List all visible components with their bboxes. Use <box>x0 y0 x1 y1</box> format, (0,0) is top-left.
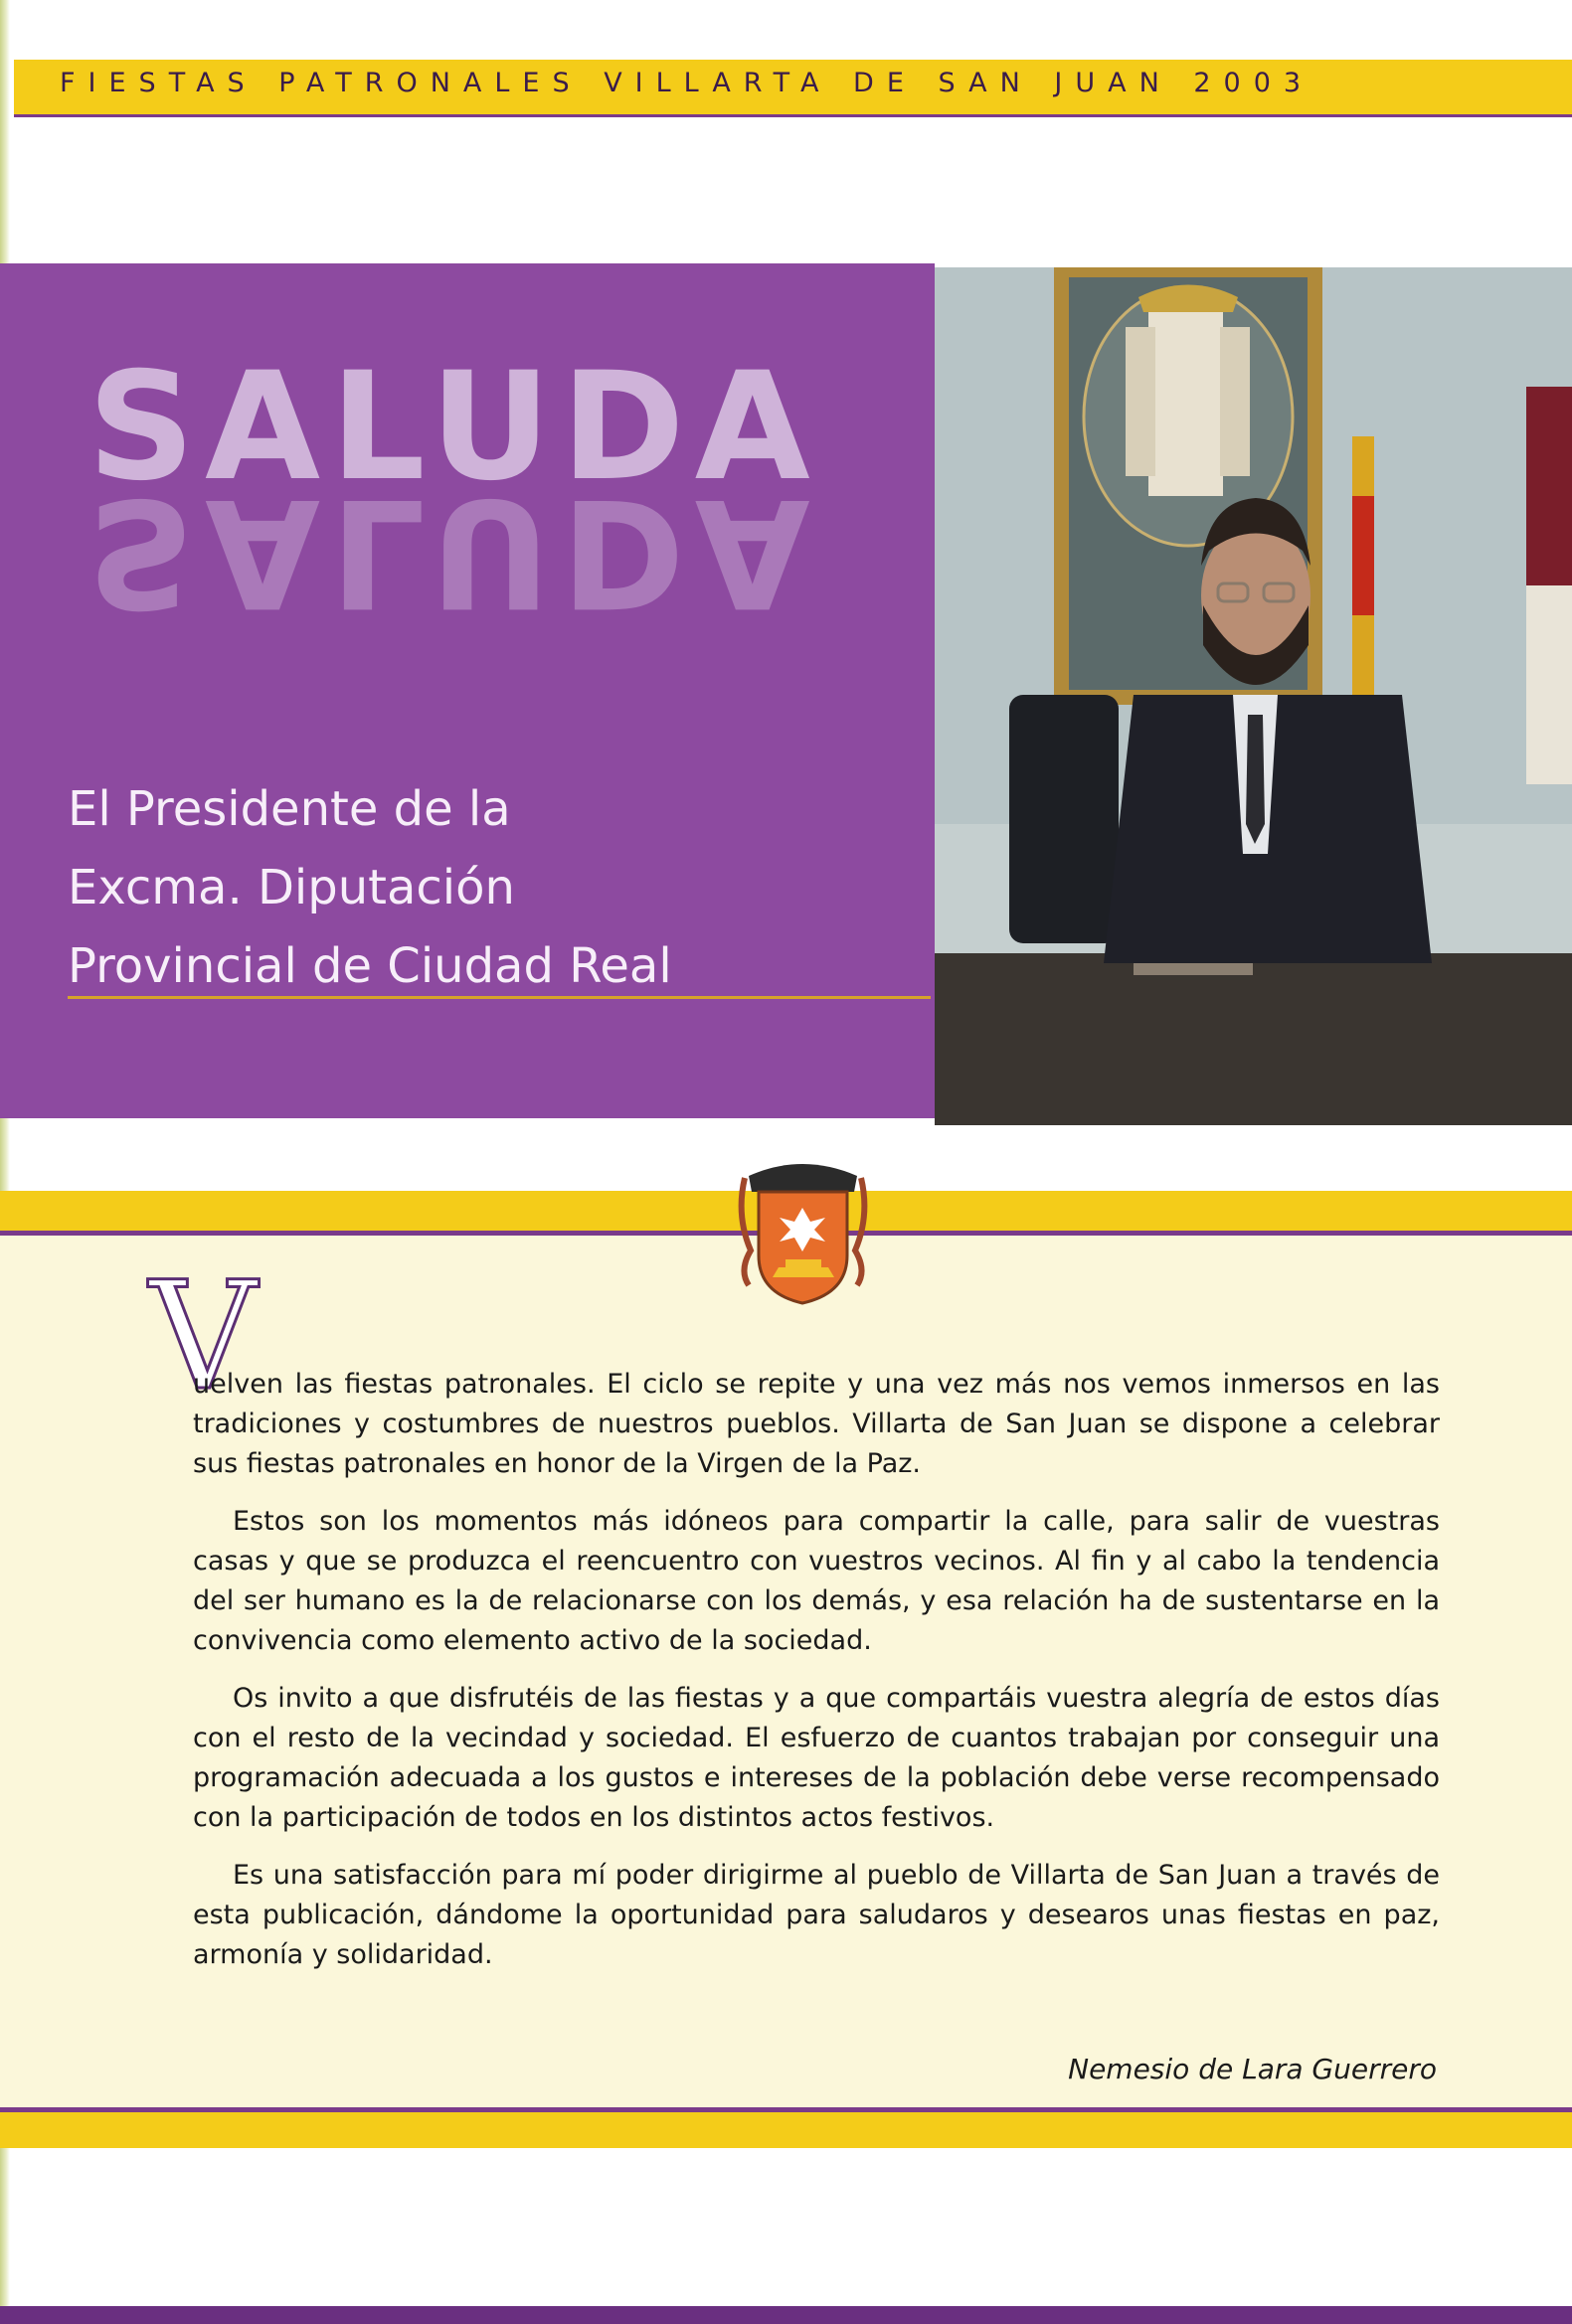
author-title <box>68 770 923 1006</box>
saluda-reflection: SALUDA <box>87 465 820 638</box>
coat-of-arms-icon <box>731 1156 875 1305</box>
content-bottom-band <box>0 2107 1572 2148</box>
signature: Nemesio de Lara Guerrero <box>1068 2053 1437 2085</box>
letter-paragraph: uelven las fiestas patronales. El ciclo se repite y una vez más nos vemos inmersos en las tradiciones y costumbres de nuestros pueblos. Villarta de San Juan se dispone a celebrar sus fiestas patronales en honor de la Virgen de la Paz. <box>193 1369 1440 1479</box>
running-header: FIESTAS PATRONALES VILLARTA DE SAN JUAN 2003 <box>60 68 1314 98</box>
drop-cap: V <box>149 1250 258 1423</box>
title-line: Provincial de Ciudad Real <box>68 938 672 994</box>
title-line: El Presidente de la <box>68 781 511 837</box>
portrait-illustration <box>935 267 1572 1125</box>
letter-paragraph: Estos son los momentos más idóneos para compartir la calle, para salir de vuestras casas y que se produzca el reencuentro con vuestros vecinos. Al fin y al cabo la tendencia del ser humano es la de relacionarse con los demás, y esa relación ha de sustentarse en la convivencia como elemento activo de la sociedad. <box>193 1506 1440 1656</box>
saluda-heading: SALUDA <box>87 341 820 514</box>
title-line: Excma. Diputación <box>68 860 515 915</box>
footer-strip <box>0 2306 1572 2324</box>
letter-paragraph: Os invito a que disfrutéis de las fiestas y a que compartáis vuestra alegría de estos días con el resto de la vecindad y sociedad. El esfuerzo de cuantos trabajan por conseguir una programación adecuada a los gustos e intereses de la población debe verse recompensado con la participación de todos en los distintos actos festivos. <box>193 1683 1440 1833</box>
portrait-photo <box>935 267 1572 1125</box>
letter-body <box>193 1365 1440 1993</box>
title-underline <box>68 996 931 999</box>
letter-paragraph: Es una satisfacción para mí poder dirigirme al pueblo de Villarta de San Juan a través de esta publicación, dándome la oportunidad para saludaros y desearos unas fiestas en paz, armonía y solidaridad. <box>193 1860 1440 1970</box>
